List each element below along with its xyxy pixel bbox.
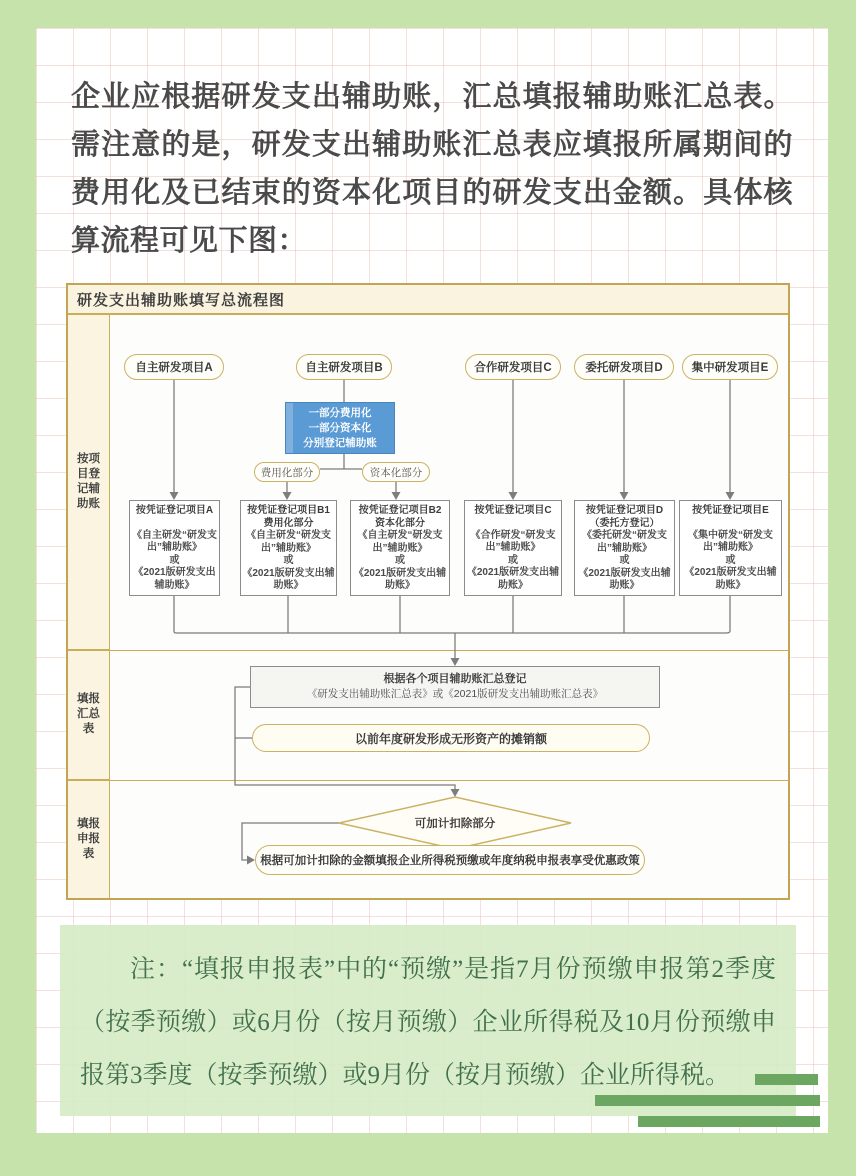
flowchart-title: 研发支出辅助账填写总流程图 bbox=[68, 285, 788, 315]
decorative-green-bar bbox=[755, 1074, 818, 1085]
register-box-c: 按凭证登记项目C 《合作研发“研发支出”辅助账》 或 《2021版研发支出辅助账》 bbox=[464, 500, 562, 596]
summary-register-box: 根据各个项目辅助账汇总登记 《研发支出辅助账汇总表》或《2021版研发支出辅助账汇总表》 bbox=[250, 666, 660, 708]
register-box-a: 按凭证登记项目A 《自主研发“研发支出”辅助账》 或 《2021版研发支出辅助账》 bbox=[129, 500, 220, 596]
decorative-green-bar bbox=[595, 1095, 820, 1106]
intro-paragraph: 企业应根据研发支出辅助账，汇总填报辅助账汇总表。需注意的是，研发支出辅助账汇总表应填报所属期间的费用化及已结束的资本化项目的研发支出金额。具体核算流程可见下图： bbox=[71, 81, 793, 257]
register-box-b2: 按凭证登记项目B2 资本化部分 《自主研发“研发支出”辅助账》 或 《2021版研发支出辅助账》 bbox=[350, 500, 450, 596]
content-panel bbox=[36, 28, 828, 1133]
decision-label: 可加计扣除部分 bbox=[414, 818, 496, 830]
register-box-d: 按凭证登记项目D （委托方登记） 《委托研发“研发支出”辅助账》 或 《2021版研发支出辅助账》 bbox=[574, 500, 675, 596]
final-declare-node: 根据可加计扣除的金额填报企业所得税预缴或年度纳税申报表享受优惠政策 bbox=[255, 845, 645, 875]
capital-part-node: 资本化部分 bbox=[362, 462, 430, 482]
project-node-a: 自主研发项目A bbox=[124, 354, 224, 380]
amortization-node: 以前年度研发形成无形资产的摊销额 bbox=[252, 724, 650, 752]
register-box-e: 按凭证登记项目E 《集中研发“研发支出”辅助账》 或 《2021版研发支出辅助账》 bbox=[679, 500, 782, 596]
flowchart-canvas bbox=[110, 315, 788, 898]
project-node-b: 自主研发项目B bbox=[296, 354, 392, 380]
flowchart-body bbox=[68, 315, 788, 898]
expense-part-node: 费用化部分 bbox=[254, 462, 320, 482]
split-line: 一部分费用化 bbox=[308, 406, 372, 419]
sidebar-label: 填报申报表 bbox=[77, 817, 100, 860]
decorative-green-bar bbox=[638, 1116, 820, 1127]
sidebar-label: 填报汇总表 bbox=[77, 693, 100, 735]
sidebar-section-register bbox=[68, 315, 109, 650]
sidebar-section-summary bbox=[68, 650, 109, 780]
flowchart-sidebar bbox=[68, 315, 110, 898]
flowchart-container bbox=[66, 283, 790, 900]
register-box-b1: 按凭证登记项目B1 费用化部分 《自主研发“研发支出”辅助账》 或 《2021版研发支出辅助账》 bbox=[240, 500, 337, 596]
split-line: 一部分资本化 bbox=[308, 421, 372, 434]
split-note-box bbox=[285, 402, 395, 454]
note-box bbox=[60, 925, 796, 1116]
project-node-c: 合作研发项目C bbox=[465, 354, 561, 380]
split-line: 分别登记辅助账 bbox=[303, 436, 377, 449]
sidebar-section-declare bbox=[68, 780, 109, 898]
project-node-e: 集中研发项目E bbox=[682, 354, 778, 380]
project-node-d: 委托研发项目D bbox=[574, 354, 674, 380]
sidebar-label: 按项目登记辅助账 bbox=[77, 453, 100, 510]
note-text: 注：“填报申报表”中的“预缴”是指7月份预缴申报第2季度（按季预缴）或6月份（按月预缴）企业所得税及10月份预缴申报第3季度（按季预缴）或9月份（按月预缴）企业所得税。 bbox=[80, 956, 776, 1089]
